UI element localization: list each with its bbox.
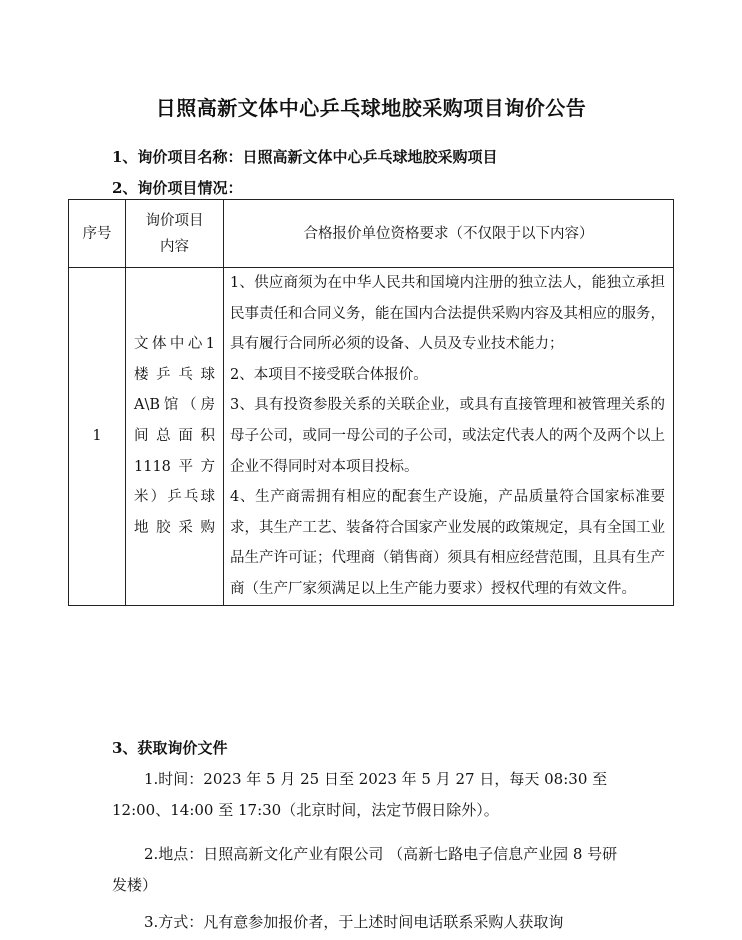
requirement-2: 2、本项目不接受联合体报价。	[230, 366, 428, 383]
section-obtain-documents-heading: 3、获取询价文件	[112, 739, 228, 757]
header-qualification: 合格报价单位资格要求（不仅限于以下内容）	[224, 200, 674, 268]
acquisition-method: 3.方式：凡有意参加报价者，于上述时间电话联系采购人获取询	[144, 913, 564, 931]
requirement-3: 3、具有投资参股关系的关联企业，或具有直接管理和被管理关系的母子公司，或同一母公司的子公司，或法定代表人的两个及两个以上企业不得同时对本项目投标。	[230, 397, 665, 475]
table-row	[69, 268, 674, 606]
header-item-content: 询价项目内容	[126, 200, 224, 268]
document-title: 日照高新文体中心乒乓球地胶采购项目询价公告	[155, 96, 587, 120]
acquisition-place: 2.地点：日照高新文化产业有限公司 （高新七路电子信息产业园 8 号研发楼）	[112, 845, 618, 894]
table-header-row	[69, 200, 674, 268]
section-project-info-heading: 2、询价项目情况：	[112, 179, 243, 197]
row-requirements	[224, 268, 674, 606]
requirements-table	[68, 199, 674, 606]
acquisition-time: 1.时间：2023 年 5 月 25 日至 2023 年 5 月 27 日，每天 08:30 至 12:00、14:00 至 17:30（北京时间，法定节假日除外）。	[112, 770, 608, 819]
requirement-1: 1、供应商须为在中华人民共和国境内注册的独立法人，能独立承担民事责任和合同义务，能在国内合法提供采购内容及其相应的服务，具有履行合同所必须的设备、人员及专业技术能力；	[230, 275, 665, 353]
row-number: 1	[69, 268, 126, 606]
section-project-name: 1、询价项目名称：日照高新文体中心乒乓球地胶采购项目	[112, 148, 498, 166]
header-serial-number: 序号	[69, 200, 126, 268]
row-item-content: 文体中心1楼乒乓球A\B馆（房间总面积1118平方米）乒乓球地胶采购	[126, 268, 224, 606]
requirement-4: 4、生产商需拥有相应的配套生产设施，产品质量符合国家标准要求，其生产工艺、装备符合国家产业发展的政策规定，具有全国工业品生产许可证；代理商（销售商）须具有相应经营范围，且具有生产商（生产厂家须满足以上生产能力要求）授权代理的有效文件。	[230, 489, 665, 597]
